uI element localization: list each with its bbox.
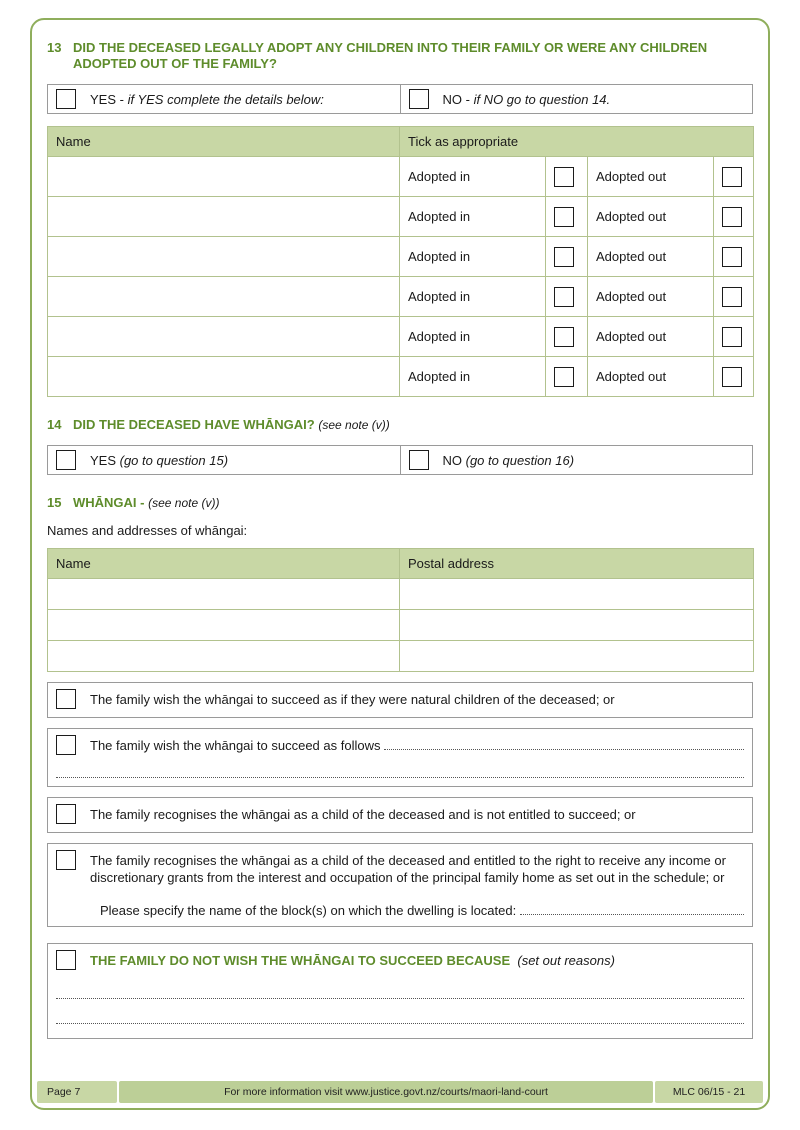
adopted-in-checkbox-cell: [546, 277, 588, 317]
adopted-out-checkbox[interactable]: [722, 367, 742, 387]
specify-block-line: [56, 902, 744, 918]
q13-yes-label: YES - if YES complete the details below:: [90, 91, 324, 107]
q14-yes-checkbox[interactable]: [56, 450, 76, 470]
question-13-title: DID THE DECEASED LEGALLY ADOPT ANY CHILDREN INTO THEIR FAMILY OR WERE ANY CHILDREN ADOPTED OUT OF THE FAMILY?: [73, 40, 708, 71]
write-in-line[interactable]: [56, 777, 744, 778]
adopted-out-checkbox-cell: [714, 157, 754, 197]
table-row: [48, 237, 754, 277]
adopted-out-checkbox[interactable]: [722, 327, 742, 347]
option-natural-children-checkbox[interactable]: [56, 689, 76, 709]
adopted-out-label: Adopted out: [588, 357, 714, 397]
adopted-out-checkbox-cell: [714, 237, 754, 277]
adopted-out-label: Adopted out: [588, 277, 714, 317]
adopted-out-checkbox[interactable]: [722, 287, 742, 307]
question-14-heading: [47, 417, 753, 433]
adopted-out-label: Adopted out: [588, 317, 714, 357]
table-row: [48, 317, 754, 357]
adopted-in-label: Adopted in: [400, 237, 546, 277]
q14-yes-label: YES (go to question 15): [90, 452, 229, 468]
q13-table-header-row: [48, 127, 754, 157]
adopted-in-label: Adopted in: [400, 317, 546, 357]
page-footer: [37, 1081, 763, 1103]
whangai-names-label: Names and addresses of whāngai:: [47, 523, 248, 538]
option-natural-children-label: The family wish the whāngai to succeed as if they were natural children of the deceased; or: [90, 692, 615, 707]
q15-col-header-postal: Postal address: [400, 549, 754, 579]
adopted-out-label: Adopted out: [588, 157, 714, 197]
adopted-out-checkbox[interactable]: [722, 207, 742, 227]
option-income-grants-box: [47, 843, 753, 927]
postal-address-input-cell[interactable]: [400, 579, 754, 610]
adopted-in-label: Adopted in: [400, 197, 546, 237]
adopted-out-checkbox[interactable]: [722, 167, 742, 187]
adopted-in-checkbox-cell: [546, 157, 588, 197]
question-15-title: WHĀNGAI - (see note (v)): [73, 495, 220, 510]
footer-page-number: Page 7: [37, 1081, 117, 1103]
adopted-in-checkbox[interactable]: [554, 367, 574, 387]
question-14-title: DID THE DECEASED HAVE WHĀNGAI? (see note (v)): [73, 417, 390, 432]
adopted-out-checkbox-cell: [714, 317, 754, 357]
adopted-in-checkbox[interactable]: [554, 327, 574, 347]
option-not-entitled-label: The family recognises the whāngai as a child of the deceased and is not entitled to succeed; or: [90, 807, 636, 822]
name-input-cell[interactable]: [48, 237, 400, 277]
q14-yes-cell: [48, 446, 400, 474]
adopted-out-label: Adopted out: [588, 237, 714, 277]
option-not-entitled-checkbox[interactable]: [56, 804, 76, 824]
option-natural-children-box: [47, 682, 753, 718]
option-succeed-as-follows-checkbox[interactable]: [56, 735, 76, 755]
name-input-cell[interactable]: [48, 197, 400, 237]
adopted-in-label: Adopted in: [400, 357, 546, 397]
q13-col-header-tick: Tick as appropriate: [400, 127, 754, 157]
name-input-cell[interactable]: [48, 157, 400, 197]
postal-address-input-cell[interactable]: [400, 610, 754, 641]
adopted-in-checkbox[interactable]: [554, 287, 574, 307]
table-row: [48, 579, 754, 610]
adopted-in-checkbox[interactable]: [554, 207, 574, 227]
adopted-out-checkbox-cell: [714, 197, 754, 237]
name-input-cell[interactable]: [48, 610, 400, 641]
adopted-in-checkbox-cell: [546, 317, 588, 357]
name-input-cell[interactable]: [48, 641, 400, 672]
adopted-in-label: Adopted in: [400, 157, 546, 197]
q13-yes-no-box: [47, 84, 753, 114]
write-in-line[interactable]: [384, 737, 744, 750]
adopted-in-checkbox[interactable]: [554, 247, 574, 267]
name-input-cell[interactable]: [48, 579, 400, 610]
table-row: [48, 277, 754, 317]
question-15-number: 15: [47, 495, 62, 510]
q13-no-checkbox[interactable]: [409, 89, 429, 109]
option-do-not-succeed-label: THE FAMILY DO NOT WISH THE WHĀNGAI TO SUCCEED BECAUSE (set out reasons): [90, 953, 615, 968]
q14-no-checkbox[interactable]: [409, 450, 429, 470]
table-row: [48, 610, 754, 641]
q13-no-cell: [400, 85, 753, 113]
option-not-entitled-box: [47, 797, 753, 833]
write-in-line[interactable]: [520, 902, 744, 915]
option-succeed-as-follows-box: [47, 728, 753, 787]
question-14-number: 14: [47, 417, 62, 432]
name-input-cell[interactable]: [48, 357, 400, 397]
table-row: [48, 357, 754, 397]
question-15-note: (see note (v)): [148, 496, 220, 510]
footer-form-code: MLC 06/15 - 21: [655, 1081, 763, 1103]
question-15-heading: [47, 495, 753, 511]
name-input-cell[interactable]: [48, 277, 400, 317]
q14-no-cell: [400, 446, 753, 474]
table-row: [48, 157, 754, 197]
adopted-in-label: Adopted in: [400, 277, 546, 317]
page-border-frame: [30, 18, 770, 1110]
specify-block-label: Please specify the name of the block(s) on which the dwelling is located:: [100, 903, 517, 918]
q15-table-header-row: [48, 549, 754, 579]
adopted-in-checkbox-cell: [546, 237, 588, 277]
write-in-line[interactable]: [56, 998, 744, 999]
q13-yes-cell: [48, 85, 400, 113]
adopted-in-checkbox[interactable]: [554, 167, 574, 187]
table-row: [48, 197, 754, 237]
q13-no-label: NO - if NO go to question 14.: [442, 91, 611, 107]
table-row: [48, 641, 754, 672]
q13-col-header-name: Name: [48, 127, 400, 157]
option-succeed-as-follows-label: The family wish the whāngai to succeed as follows: [90, 735, 744, 754]
option-do-not-succeed-box: [47, 943, 753, 1039]
q15-whangai-table: [47, 548, 754, 672]
q14-no-label: NO (go to question 16): [442, 452, 575, 468]
question-13-number: 13: [47, 40, 62, 55]
option-do-not-succeed-checkbox[interactable]: [56, 950, 76, 970]
adopted-out-checkbox-cell: [714, 277, 754, 317]
adopted-in-checkbox-cell: [546, 357, 588, 397]
q14-yes-no-box: [47, 445, 753, 475]
question-14-note: (see note (v)): [318, 418, 390, 432]
write-in-line[interactable]: [56, 1023, 744, 1024]
set-out-reasons-note: (set out reasons): [517, 953, 615, 968]
name-input-cell[interactable]: [48, 317, 400, 357]
adopted-out-checkbox[interactable]: [722, 247, 742, 267]
adopted-out-label: Adopted out: [588, 197, 714, 237]
footer-info-url: For more information visit www.justice.govt.nz/courts/maori-land-court: [119, 1081, 653, 1103]
option-income-grants-checkbox[interactable]: [56, 850, 76, 870]
q13-yes-checkbox[interactable]: [56, 89, 76, 109]
adopted-out-checkbox-cell: [714, 357, 754, 397]
q13-adoption-table: [47, 126, 754, 397]
option-income-grants-label: The family recognises the whāngai as a child of the deceased and entitled to the right to receive any income or discretionary grants from the interest and occupation of the principal family home as set out in the schedule; or: [90, 853, 726, 885]
adopted-in-checkbox-cell: [546, 197, 588, 237]
postal-address-input-cell[interactable]: [400, 641, 754, 672]
q15-col-header-name: Name: [48, 549, 400, 579]
question-13-heading: [47, 40, 753, 72]
